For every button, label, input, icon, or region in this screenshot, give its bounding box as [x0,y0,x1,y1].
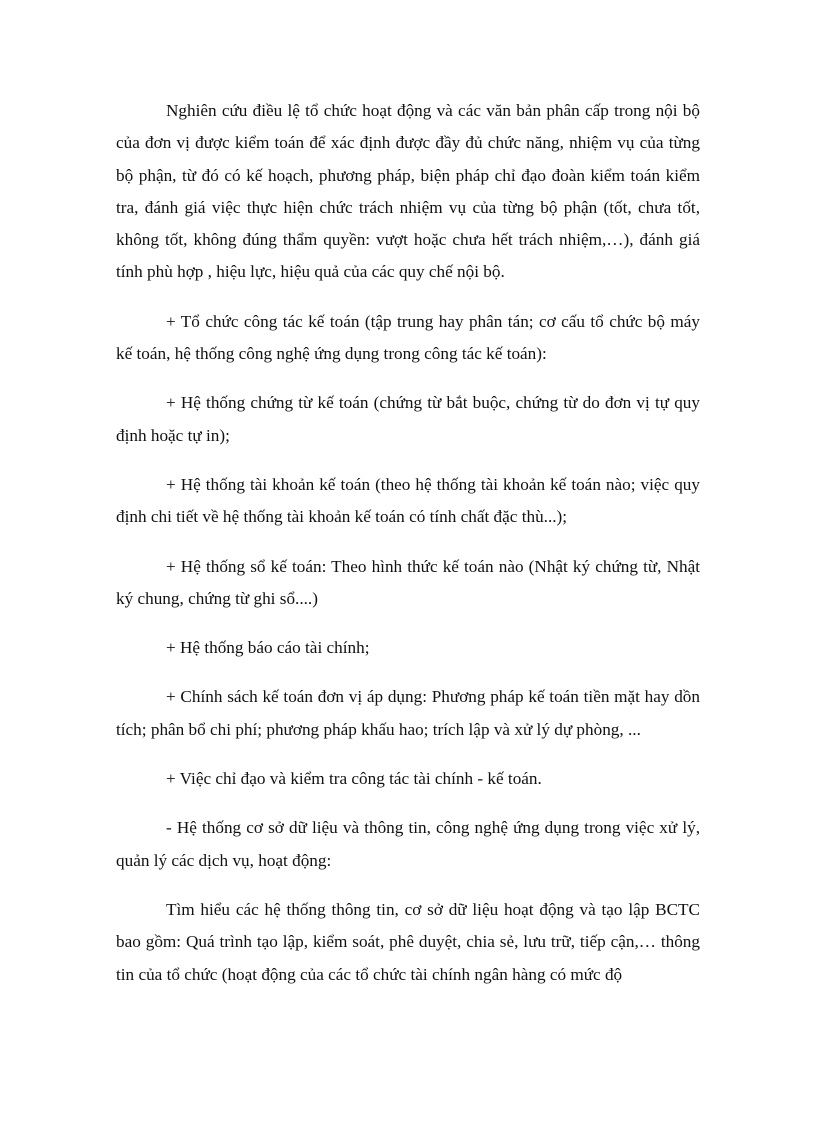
paragraph-database-systems: - Hệ thống cơ sở dữ liệu và thông tin, công nghệ ứng dụng trong việc xử lý, quản lý các dịch vụ, hoạt động: [116,818,700,870]
paragraph-internal-regulations: Nghiên cứu điều lệ tổ chức hoạt động và các văn bản phân cấp trong nội bộ của đơn vị được kiểm toán để xác định được đầy đủ chức năng, nhiệm vụ của từng bộ phận, từ đó có kế hoạch, phương pháp, biện pháp chỉ đạo đoàn kiểm toán kiểm tra, đánh giá việc thực hiện chức trách nhiệm vụ của từng bộ phận (tốt, chưa tốt, không tốt, không đúng thẩm quyền: vượt hoặc chưa hết trách nhiệm,…), đánh giá tính phù hợp , hiệu lực, hiệu quả của các quy chế nội bộ. [116,101,700,282]
paragraph-voucher-system: + Hệ thống chứng từ kế toán (chứng từ bắt buộc, chứng từ do đơn vị tự quy định hoặc tự in); [116,393,700,445]
paragraph-accounting-policy: + Chính sách kế toán đơn vị áp dụng: Phương pháp kế toán tiền mặt hay dồn tích; phân bổ chi phí; phương pháp khấu hao; trích lập và xử lý dự phòng, ... [116,687,700,739]
paragraph-financial-reports: + Hệ thống báo cáo tài chính; [166,638,370,658]
paragraph-ledger-system: + Hệ thống sổ kế toán: Theo hình thức kế toán nào (Nhật ký chứng từ, Nhật ký chung, chứng từ ghi sổ....) [116,556,700,608]
paragraph-information-systems: Tìm hiểu các hệ thống thông tin, cơ sở dữ liệu hoạt động và tạo lập BCTC bao gồm: Quá trình tạo lập, kiểm soát, phê duyệt, chia sẻ, lưu trữ, tiếp cận,… thông tin của tổ chức (hoạt động của các tổ chức tài chính ngân hàng có mức độ [116,899,700,984]
paragraph-accounting-organization: + Tổ chức công tác kế toán (tập trung hay phân tán; cơ cấu tổ chức bộ máy kế toán, hệ thống công nghệ ứng dụng trong công tác kế toán): [116,311,700,364]
paragraph-account-system: + Hệ thống tài khoản kế toán (theo hệ thống tài khoản kế toán nào; việc quy định chi tiết về hệ thống tài khoản kế toán có tính chất đặc thù...); [116,474,700,527]
paragraph-direction-inspection: + Việc chỉ đạo và kiểm tra công tác tài chính - kế toán. [166,769,542,789]
document-page [116,95,700,1008]
